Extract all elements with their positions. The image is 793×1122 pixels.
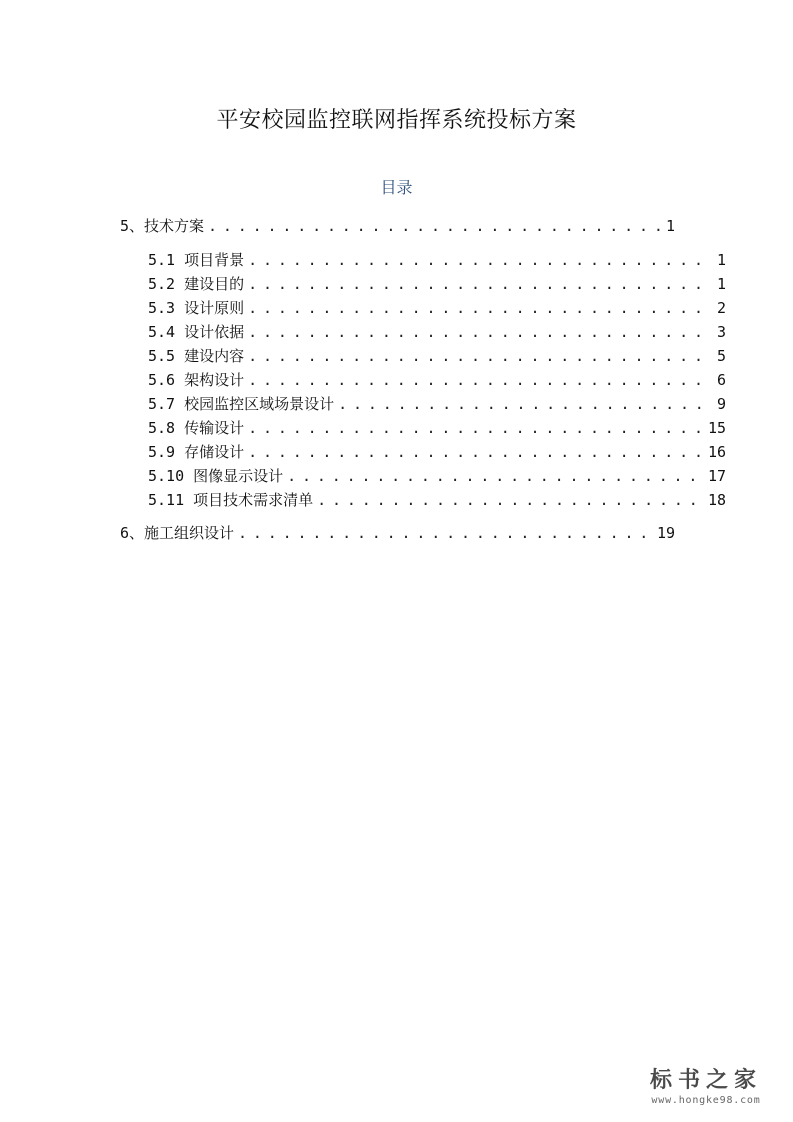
toc-leader-dots xyxy=(248,442,702,462)
toc-leader-dots xyxy=(317,490,702,510)
toc-entry-page: 1 xyxy=(716,275,726,293)
toc-entry-page: 17 xyxy=(707,467,726,485)
toc-entry-label: 5.10 图像显示设计 xyxy=(148,467,284,485)
toc-heading: 目录 xyxy=(380,178,413,197)
toc-entry-page: 1 xyxy=(716,251,726,269)
toc-entry-chapter-5[interactable] xyxy=(120,216,675,236)
toc-entry-5-6[interactable] xyxy=(148,370,726,390)
toc-entry-page: 18 xyxy=(707,491,726,509)
toc-entry-5-2[interactable] xyxy=(148,274,726,294)
toc-leader-dots xyxy=(238,523,651,543)
toc-entry-5-9[interactable] xyxy=(148,442,726,462)
document-title: 平安校园监控联网指挥系统投标方案 xyxy=(216,108,577,133)
toc-entry-page: 9 xyxy=(716,395,726,413)
toc-entry-label: 5.2 建设目的 xyxy=(148,275,245,293)
toc-entry-label: 5.8 传输设计 xyxy=(148,419,245,437)
toc-entry-5-4[interactable] xyxy=(148,322,726,342)
toc-entry-5-7[interactable] xyxy=(148,394,726,414)
toc-leader-dots xyxy=(248,250,711,270)
toc-entry-label: 5.5 建设内容 xyxy=(148,347,245,365)
toc-entry-label: 5、技术方案 xyxy=(120,217,205,235)
toc-entry-label: 5.4 设计依据 xyxy=(148,323,245,341)
toc-leader-dots xyxy=(287,466,702,486)
toc-leader-dots xyxy=(248,298,711,318)
toc-leader-dots xyxy=(208,216,660,236)
toc-leader-dots xyxy=(248,274,711,294)
toc-entry-5-10[interactable] xyxy=(148,466,726,486)
toc-entry-chapter-6[interactable] xyxy=(120,523,675,543)
toc-leader-dots xyxy=(338,394,711,414)
toc-leader-dots xyxy=(248,346,711,366)
toc-entry-page: 1 xyxy=(665,217,675,235)
toc-entry-page: 15 xyxy=(707,419,726,437)
toc-entry-5-11[interactable] xyxy=(148,490,726,510)
toc-entry-page: 19 xyxy=(656,524,675,542)
watermark-url: www.hongke98.com xyxy=(651,1095,761,1106)
toc-leader-dots xyxy=(248,370,711,390)
toc-leader-dots xyxy=(248,418,702,438)
toc-entry-page: 2 xyxy=(716,299,726,317)
toc-leader-dots xyxy=(248,322,711,342)
toc-entry-page: 3 xyxy=(716,323,726,341)
toc-entry-page: 5 xyxy=(716,347,726,365)
toc-entry-5-5[interactable] xyxy=(148,346,726,366)
toc-entry-label: 5.7 校园监控区域场景设计 xyxy=(148,395,335,413)
toc-entry-label: 6、施工组织设计 xyxy=(120,524,235,542)
watermark-logo xyxy=(631,1068,781,1108)
toc-entry-5-3[interactable] xyxy=(148,298,726,318)
toc-entry-label: 5.6 架构设计 xyxy=(148,371,245,389)
toc-entry-label: 5.3 设计原则 xyxy=(148,299,245,317)
toc-entry-5-8[interactable] xyxy=(148,418,726,438)
toc-entry-label: 5.11 项目技术需求清单 xyxy=(148,491,314,509)
toc-entry-label: 5.1 项目背景 xyxy=(148,251,245,269)
toc-entry-5-1[interactable] xyxy=(148,250,726,270)
toc-entry-page: 6 xyxy=(716,371,726,389)
toc-entry-page: 16 xyxy=(707,443,726,461)
toc-entry-label: 5.9 存储设计 xyxy=(148,443,245,461)
watermark-title: 标书之家 xyxy=(649,1068,762,1093)
